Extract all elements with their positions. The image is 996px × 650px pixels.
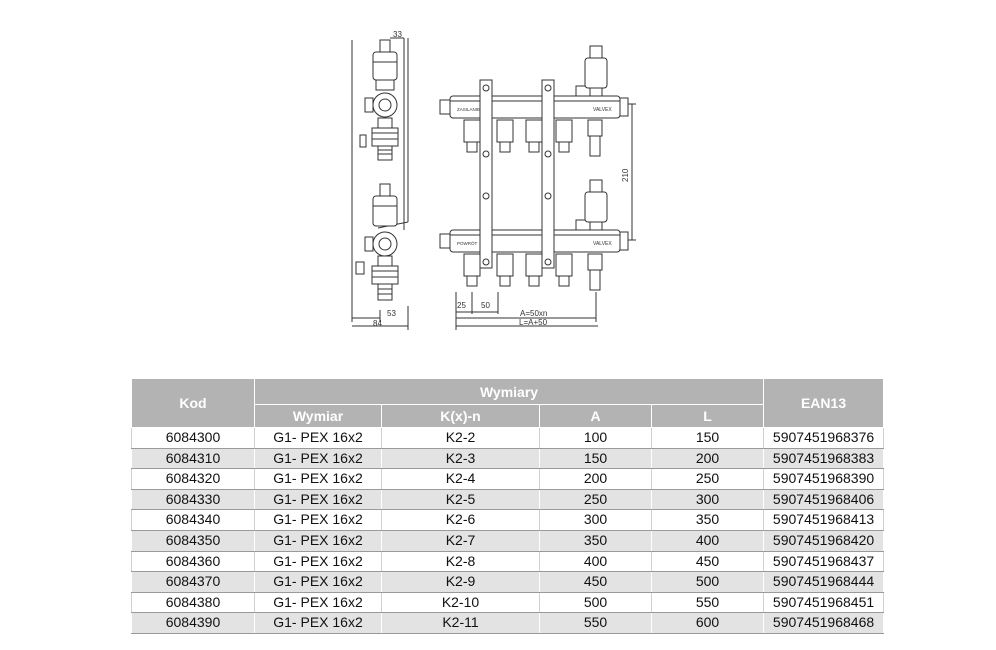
dim-25: 25 xyxy=(457,301,466,310)
wymiar-cell: G1- PEX 16x2 xyxy=(255,613,382,634)
kod-cell: 6084300 xyxy=(132,428,255,449)
header-wymiar: Wymiar xyxy=(255,405,382,428)
a-cell: 400 xyxy=(540,551,652,572)
header-a: A xyxy=(540,405,652,428)
dim-53: 53 xyxy=(387,309,396,318)
table-row xyxy=(132,613,884,634)
a-cell: 300 xyxy=(540,510,652,531)
kxn-cell: K2-7 xyxy=(382,530,540,551)
ean-cell: 5907451968451 xyxy=(764,592,884,613)
kxn-cell: K2-3 xyxy=(382,448,540,469)
kod-cell: 6084320 xyxy=(132,469,255,490)
a-cell: 550 xyxy=(540,613,652,634)
kod-cell: 6084380 xyxy=(132,592,255,613)
table-body xyxy=(132,428,884,634)
dimensions-table xyxy=(131,378,884,634)
kod-cell: 6084360 xyxy=(132,551,255,572)
dim-84: 84 xyxy=(373,319,382,328)
l-cell: 550 xyxy=(652,592,764,613)
a-cell: 450 xyxy=(540,572,652,593)
l-cell: 200 xyxy=(652,448,764,469)
dim-210: 210 xyxy=(621,168,630,182)
a-cell: 200 xyxy=(540,469,652,490)
ean-cell: 5907451968444 xyxy=(764,572,884,593)
kxn-cell: K2-6 xyxy=(382,510,540,531)
wymiar-cell: G1- PEX 16x2 xyxy=(255,489,382,510)
ean-cell: 5907451968376 xyxy=(764,428,884,449)
a-cell: 500 xyxy=(540,592,652,613)
side-view xyxy=(352,38,408,330)
header-kod: Kod xyxy=(132,379,255,428)
table-row xyxy=(132,572,884,593)
kxn-cell: K2-9 xyxy=(382,572,540,593)
header-l: L xyxy=(652,405,764,428)
a-cell: 350 xyxy=(540,530,652,551)
l-cell: 400 xyxy=(652,530,764,551)
table-row xyxy=(132,469,884,490)
ean-cell: 5907451968468 xyxy=(764,613,884,634)
l-cell: 300 xyxy=(652,489,764,510)
wymiar-cell: G1- PEX 16x2 xyxy=(255,572,382,593)
kxn-cell: K2-4 xyxy=(382,469,540,490)
kod-cell: 6084310 xyxy=(132,448,255,469)
dim-33: 33 xyxy=(393,30,402,39)
table-row xyxy=(132,592,884,613)
kxn-cell: K2-11 xyxy=(382,613,540,634)
l-cell: 150 xyxy=(652,428,764,449)
dim-50: 50 xyxy=(481,301,490,310)
kod-cell: 6084370 xyxy=(132,572,255,593)
table-row xyxy=(132,510,884,531)
table-row xyxy=(132,428,884,449)
brand-mark-top: VALVEX xyxy=(593,107,612,113)
wymiar-cell: G1- PEX 16x2 xyxy=(255,551,382,572)
header-ean: EAN13 xyxy=(764,379,884,428)
bar-label-top: ZASILANIE xyxy=(457,107,481,112)
l-cell: 450 xyxy=(652,551,764,572)
wymiar-cell: G1- PEX 16x2 xyxy=(255,592,382,613)
a-cell: 150 xyxy=(540,448,652,469)
ean-cell: 5907451968406 xyxy=(764,489,884,510)
l-cell: 250 xyxy=(652,469,764,490)
brand-mark-bottom: VALVEX xyxy=(593,241,612,247)
front-view xyxy=(440,46,636,330)
ean-cell: 5907451968383 xyxy=(764,448,884,469)
wymiar-cell: G1- PEX 16x2 xyxy=(255,530,382,551)
table-row xyxy=(132,448,884,469)
kxn-cell: K2-5 xyxy=(382,489,540,510)
kxn-cell: K2-10 xyxy=(382,592,540,613)
ean-cell: 5907451968420 xyxy=(764,530,884,551)
l-cell: 350 xyxy=(652,510,764,531)
dim-l: L=A+50 xyxy=(519,318,548,327)
a-cell: 250 xyxy=(540,489,652,510)
ean-cell: 5907451968437 xyxy=(764,551,884,572)
kxn-cell: K2-8 xyxy=(382,551,540,572)
a-cell: 100 xyxy=(540,428,652,449)
wymiar-cell: G1- PEX 16x2 xyxy=(255,448,382,469)
ean-cell: 5907451968413 xyxy=(764,510,884,531)
kod-cell: 6084340 xyxy=(132,510,255,531)
wymiar-cell: G1- PEX 16x2 xyxy=(255,469,382,490)
table-row xyxy=(132,551,884,572)
l-cell: 500 xyxy=(652,572,764,593)
table-row xyxy=(132,530,884,551)
l-cell: 600 xyxy=(652,613,764,634)
ean-cell: 5907451968390 xyxy=(764,469,884,490)
table-row xyxy=(132,489,884,510)
wymiar-cell: G1- PEX 16x2 xyxy=(255,510,382,531)
header-kxn: K(x)-n xyxy=(382,405,540,428)
header-wymiary: Wymiary xyxy=(255,379,764,405)
bar-label-bottom: POWRÓT xyxy=(457,241,478,246)
kod-cell: 6084330 xyxy=(132,489,255,510)
kod-cell: 6084390 xyxy=(132,613,255,634)
dim-a: A=50xn xyxy=(520,309,548,318)
wymiar-cell: G1- PEX 16x2 xyxy=(255,428,382,449)
kxn-cell: K2-2 xyxy=(382,428,540,449)
kod-cell: 6084350 xyxy=(132,530,255,551)
